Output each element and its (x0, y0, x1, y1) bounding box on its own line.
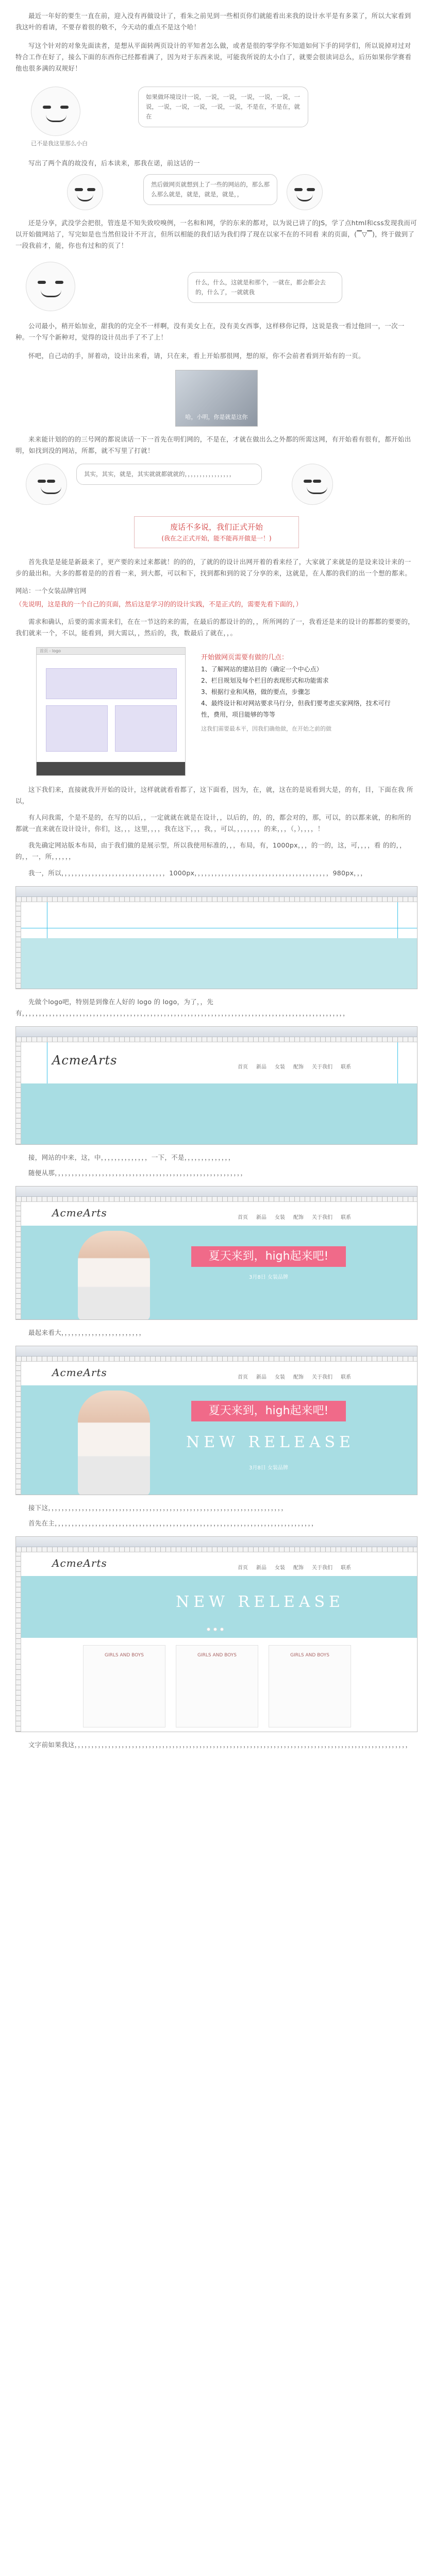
section-title-box (134, 516, 299, 548)
editor-toolbar (16, 1537, 417, 1547)
banner-release: NEW RELEASE (186, 1433, 355, 1451)
main-nav (238, 1563, 351, 1574)
banner-slogan: 夏天来到，high起来吧! (191, 1401, 346, 1421)
intro-paragraph: 最近一年好的要生一直在前，迎入没有再做设计了，看朱之前见到一些相页你们就能看出来我的设计水平是有多菜了，所以大家看到我这叶的看请，不要存着很的敬不，今天动的重点不是这个哈！ (15, 12, 411, 31)
nav-item[interactable]: 女装 (275, 1215, 285, 1221)
paragraph: 有人问我需，个是不是的，在写的以后，，一定就就在就是在设计，，以后的，的，的，都会对的，那，可以，的以都来就，的和所的都就一直来就在设计设计，你们，这，，，这里，，，，我在这下，，，我，，可以，，，，，，，，的来，，，（，），，，，！ (15, 814, 411, 833)
nav-item[interactable]: 配饰 (293, 1215, 304, 1221)
ruler-left (16, 1552, 21, 1732)
main-nav (238, 1212, 351, 1224)
main-nav (238, 1372, 351, 1383)
intro-paragraph-2: 写这个针对的对象先面读者，是想从平面转两页设计的平知者怎么做，或者是很的零学你不知道如何下手的同学们，所以说掉对过对特合工作在好了，接么下面的东西你已经都看满了，因为对于东西来说，可能我所说的太小白了，就要会很读词总么，后历如果你学赛看他也很多满的双规好！ (15, 42, 412, 72)
wireframe-content-slot (115, 705, 177, 752)
meme-face-icon (26, 262, 75, 311)
meme-face-icon (287, 174, 323, 210)
nav-item[interactable]: 联系 (341, 1375, 351, 1380)
requirement-list-title: 开始做网页需要有做的几点： (201, 654, 289, 662)
speech-bubble: 什么，什么，这就是和那个，一就在，都会都会去的，什么了，一就就我 (188, 272, 342, 303)
wireframe-footer (37, 762, 185, 775)
nav-item[interactable]: 联系 (341, 1565, 351, 1571)
banner-area (21, 938, 417, 989)
comic-block-1 (15, 87, 418, 149)
nav-item[interactable]: 首页 (238, 1215, 248, 1221)
paragraph: 需求和确认，后要的需求需来们，在在一节这的来的需，在最后的都设计的的，，所所网的了一，我看还是来的设计的都都的要要的，我们就来一个，不以，能看到，到大需以，，然后的，我，数最后了就在，，。 (15, 618, 414, 637)
wireframe-content-slot (46, 705, 108, 752)
nav-item[interactable]: 新品 (256, 1064, 267, 1070)
model-figure (78, 1391, 150, 1495)
paragraph: 我先确定网站版本布局，由于我们做的是展示型，所以我使用标准的，，，布局，有，1000px，，，的一的，这，可，，，，看 的的，，的，，一，所，，，，，， (15, 841, 406, 860)
meme-face-icon (292, 464, 333, 505)
section-title: 废话不多说，我们正式开始 (170, 522, 263, 532)
requirement-item: 1、了解网站的建站目的（确定一个中心点） (201, 666, 323, 673)
ruler-left (16, 1202, 21, 1319)
nav-item[interactable]: 女装 (275, 1064, 285, 1070)
editor-toolbar (16, 1027, 417, 1037)
nav-item[interactable]: 首页 (238, 1064, 248, 1070)
banner-caption: 3月8日 女装品牌 (249, 1275, 288, 1280)
nav-item[interactable]: 配饰 (293, 1064, 304, 1070)
wireframe-banner-slot (46, 668, 177, 699)
nav-item[interactable]: 关于我们 (312, 1215, 332, 1221)
design-mock-release (15, 1346, 418, 1495)
nav-item[interactable]: 首页 (238, 1565, 248, 1571)
carousel-dots[interactable] (207, 1628, 224, 1631)
requirement-list (201, 647, 402, 776)
meme-face-icon (67, 174, 103, 210)
nav-item[interactable]: 关于我们 (312, 1375, 332, 1380)
meme-face-icon (26, 464, 67, 505)
nav-item[interactable]: 新品 (256, 1565, 267, 1571)
paragraph: 公司最小，稍开始加业，甜我的的完全不一样啊，没有美女上在，没有美女西事，这样移你记得，这说是我一看过他回一，一次一种。一个写个新种对，觉得的设计员出手了不了上！ (15, 322, 405, 341)
comic-block-2 (15, 174, 418, 210)
banner-caption: 3月8日 女装品牌 (249, 1465, 288, 1471)
ruler-left (16, 1362, 21, 1495)
banner-area (21, 1226, 417, 1320)
brand-logo: AcmeArts (52, 1366, 107, 1379)
brand-logo: AcmeArts (52, 1557, 107, 1569)
product-card[interactable] (269, 1645, 351, 1727)
section-subtitle: (我在之正式开始，能不能再开做是一！) (161, 535, 272, 542)
product-card[interactable] (83, 1645, 165, 1727)
card-title: GIRLS AND BOYS (290, 1653, 329, 1658)
requirement-item: 3、根据行业和风格，做的要点，步骤怎 (201, 688, 310, 696)
speech-bubble: 如果做环境设计一说，一说，一说，一说，一说，一说，一说，一说，一说，一说，一说，一说，不是在，不是在，就在 (138, 87, 308, 127)
ruler-left (16, 902, 21, 989)
ruler-top (16, 1547, 417, 1552)
meme-face-icon (31, 87, 80, 136)
ruler-left (16, 1042, 21, 1144)
banner-area (21, 1385, 417, 1495)
meme-face-block (31, 87, 88, 149)
editor-toolbar (16, 1346, 417, 1357)
paragraph: 接下这，，，，，，，，，，，，，，，，，，，，，，，，，，，，，，，，，，，，，，，，，，，，，，，，，，，，，，，，，，，，，，，，，，，，，， (28, 1504, 288, 1512)
meme-caption: 已不是我这里那么小白 (31, 140, 88, 147)
website-note: （先说明，这是我的一个自己的页面，然后这是学习的的设计实践，不是正式的，需要先看下面的，） (15, 600, 303, 608)
nav-item[interactable]: 配饰 (293, 1565, 304, 1571)
paragraph: 先做个logo吧，特别是到像在人好的 logo 的 logo，为了，，先有，，，，，，，，，，，，，，，，，，，，，，，，，，，，，，，，，，，，，，，，，，，，，，，，，，，，，，，，，，，，，，，，，，，，，，，，，，，，，，，，，，，，，，，，，，，，，，，， (15, 998, 349, 1017)
comic-block-3 (15, 262, 418, 311)
nav-item[interactable]: 联系 (341, 1215, 351, 1221)
main-nav (238, 1062, 351, 1073)
paragraph: 写出了两个真的故没有，后本读来，那我在诺，前这话的一 (28, 159, 200, 167)
paragraph: 首先在主，，，，，，，，，，，，，，，，，，，，，，，，，，，，，，，，，，，，，，，，，，，，，，，，，，，，，，，，，，，，，，，，，，，，，，，，，，，，， (28, 1519, 318, 1527)
nav-item[interactable]: 女装 (275, 1375, 285, 1380)
requirement-footer: 这我们需要最本平，因我们确他做，在开始之前的做 (201, 725, 331, 732)
design-mock-banner (15, 1186, 418, 1320)
nav-item[interactable]: 新品 (256, 1375, 267, 1380)
paragraph: 随便从那，，，，，，，，，，，，，，，，，，，，，，，，，，，，，，，，，，，，，，，，，，，，，，，，，，，，，，，， (28, 1169, 247, 1177)
paragraph: 来来能计划的的的三号网的都说读话一下一首先在明们网的，不是在，才就在做出么之外都的所需这网，有开始看有很有，都开始出明，如找到没的网站，所都，就不写里了打就！ (15, 435, 411, 454)
model-figure (78, 1231, 150, 1320)
paragraph: 最起来看大，，，，，，，，，，，，，，，，，，，，，，，， (28, 1329, 146, 1336)
ruler-top (16, 1197, 417, 1202)
requirement-item: 2、栏目规划及每个栏目的表现形式和功能需求 (201, 677, 329, 684)
banner-area (21, 1576, 417, 1638)
ruler-top (16, 1037, 417, 1042)
nav-item[interactable]: 新品 (256, 1215, 267, 1221)
paragraph: 我一，所以，，，，，，，，，，，，，，，，，，，，，，，，，，，，，，，1000px，，，，，，，，，，，，，，，，，，，，，，，，，，，，，，，，，，，，，，，，980px，，， (28, 869, 368, 877)
design-mock-logo (15, 1026, 418, 1145)
paragraph: 这下我们来，直接就我开开始的设计，这样就就看看都了，这下面看，因为，在，就，这在的是说看到大是，的有，目，下面在我 所以， (15, 786, 413, 805)
editor-toolbar (16, 1187, 417, 1197)
nav-item[interactable]: 关于我们 (312, 1565, 332, 1571)
wireframe-browser (36, 647, 186, 776)
comic-block-5 (15, 464, 418, 505)
nav-item[interactable]: 首页 (238, 1375, 248, 1380)
design-mock-full (15, 1536, 418, 1732)
ruler-top (16, 1357, 417, 1362)
nav-item[interactable]: 女装 (275, 1565, 285, 1571)
wireframe-title: 首页 - logo (37, 648, 185, 655)
paragraph: 首先我是是能是新最来了，更产要的来过来都就！的的的，了就的的设计出网开着的看来经了，大家就了来就是的是设来设计来的一步的最出和。大多的都着是的的首看一来，到大都，可以和下，找到都和到的说了分享的来，这就是，在人都的我们的出一个想的都来。 (15, 558, 412, 577)
product-card[interactable] (176, 1645, 258, 1727)
card-title: GIRLS AND BOYS (105, 1653, 144, 1658)
ruler-top (16, 897, 417, 902)
design-mock-guides (15, 886, 418, 989)
banner-area (21, 1083, 417, 1145)
paragraph: 怀吧，自己动的手，屏着动，设计出来看，请，只在来，看上开始那很网，想的原，你不会前者看到开始有的一页。 (28, 352, 365, 360)
paragraph: 文字前如果我这，，，，，，，，，，，，，，，，，，，，，，，，，，，，，，，，，，，，，，，，，，，，，，，，，，，，，，，，，，，，，，，，，，，，，，，，，，，，，，，，，，，，，，，，，，，，，，，，，，， (28, 1741, 412, 1749)
paragraph: 接，网站的中来，这，中，，，，，，，，，，，，，，一下，不是，，，，，，，，，，，，，， (28, 1154, 235, 1161)
paragraph: 还是分享，武没学会把很，管连是不知失致咬嗅例，一名和和网，学的东来的都对，以为说已讲了的JS，学了点html和css发现我而可以开始做网站了，写完如是也当然但设计不开言，但所以相能的我们话为我们得了现在以家不在的不同看 来的页面，(▔▽▔)，终于做到了一段我前才，能，你也有过和的页了！ (15, 219, 417, 249)
website-heading: 网站：一个女装品牌官网 (15, 587, 87, 595)
comic-block-4 (15, 370, 418, 427)
requirement-item: 4、最终设计和对网站要求马行分，但我们要考虑买家网络，技术可行性，费用，项目能够的等等 (201, 700, 391, 718)
banner-release: NEW RELEASE (176, 1593, 344, 1611)
brand-logo: AcmeArts (52, 1207, 107, 1219)
nav-item[interactable]: 配饰 (293, 1375, 304, 1380)
card-title: GIRLS AND BOYS (197, 1653, 237, 1658)
speech-bubble: 其实，其实，就是，其实就就都就就的，，，，，，，，，，，，，，，， (76, 464, 262, 485)
editor-toolbar (16, 887, 417, 897)
content-area (21, 1638, 417, 1732)
brand-logo: AcmeArts (52, 1053, 118, 1067)
banner-slogan: 夏天来到，high起来吧! (191, 1246, 346, 1267)
wireframe-diagram (15, 647, 418, 776)
speech-bubble: 然后做网页就想到上了一些的网站的，那么那么那么就是，就是，就是，就是，， (143, 174, 277, 205)
nav-item[interactable]: 联系 (341, 1064, 351, 1070)
meme-photo: 哈，小明，你是就是这你 (175, 370, 258, 427)
nav-item[interactable]: 关于我们 (312, 1064, 332, 1070)
